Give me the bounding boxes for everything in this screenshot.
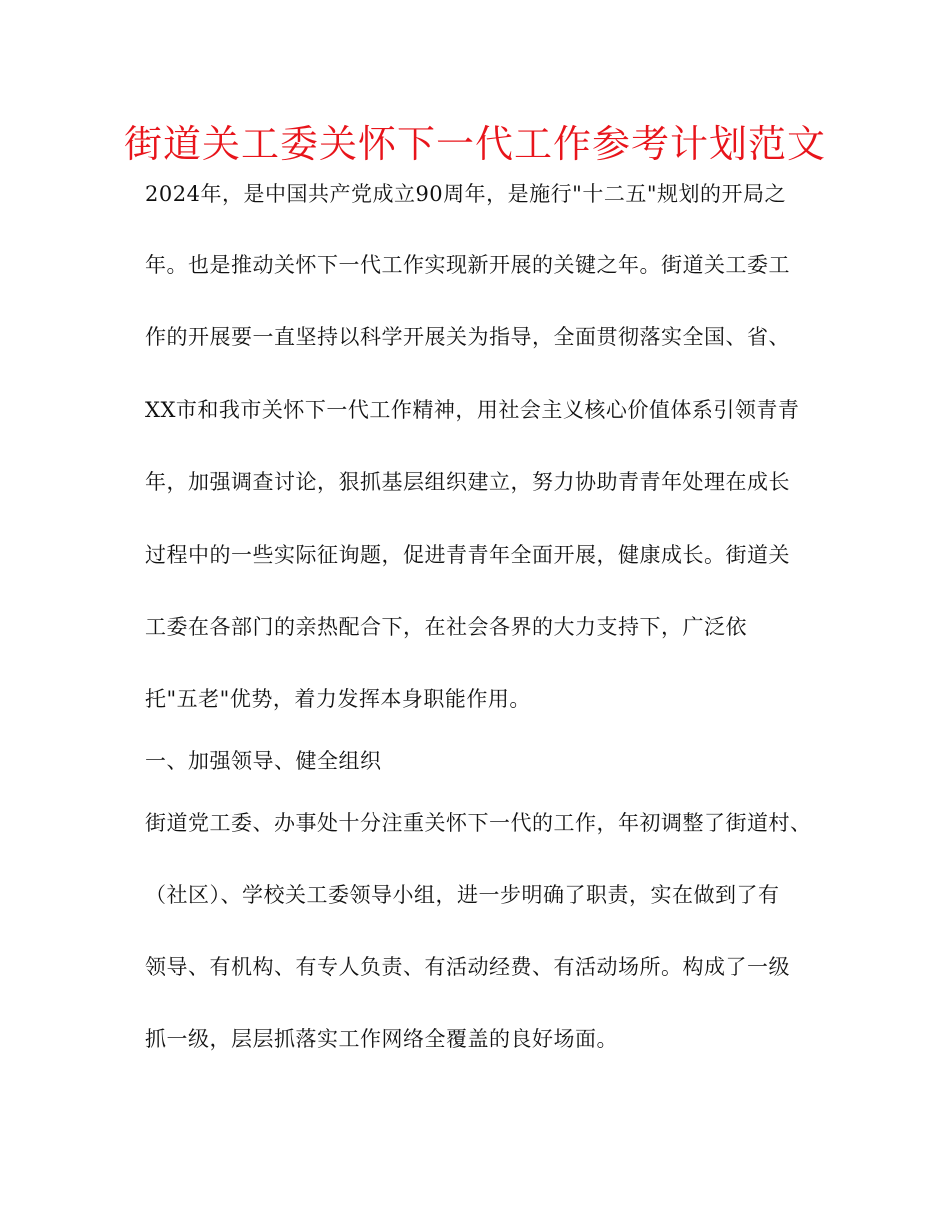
paragraph-line: 过程中的一些实际征询题，促进青青年全面开展，健康成长。街道关 (145, 543, 790, 567)
paragraph-line: （社区）、学校关工委领导小组，进一步明确了职责，实在做到了有 (145, 883, 780, 907)
section-heading: 一、加强领导、健全组织 (145, 749, 382, 773)
paragraph-line: 街道党工委、办事处十分注重关怀下一代的工作，年初调整了街道村、 (145, 811, 812, 835)
paragraph-line: 作的开展要一直坚持以科学开展关为指导，全面贯彻落实全国、省、 (145, 325, 790, 349)
document-title: 街道关工委关怀下一代工作参考计划范文 (123, 122, 826, 166)
paragraph-line: 2024年，是中国共产党成立90周年，是施行"十二五"规划的开局之 (145, 182, 786, 206)
paragraph-line: 年。也是推动关怀下一代工作实现新开展的关键之年。街道关工委工 (145, 253, 790, 277)
paragraph-line: 抓一级，层层抓落实工作网络全覆盖的良好场面。 (145, 1027, 618, 1051)
paragraph-line: 领导、有机构、有专人负责、有活动经费、有活动场所。构成了一级 (145, 955, 790, 979)
paragraph-line: 年，加强调查讨论，狠抓基层组织建立，努力协助青青年处理在成长 (145, 470, 790, 494)
paragraph-line: 托"五老"优势，着力发挥本身职能作用。 (145, 687, 531, 711)
paragraph-line: XX市和我市关怀下一代工作精神，用社会主义核心价值体系引领青青 (145, 398, 800, 422)
paragraph-line: 工委在各部门的亲热配合下，在社会各界的大力支持下，广泛依 (145, 615, 747, 639)
